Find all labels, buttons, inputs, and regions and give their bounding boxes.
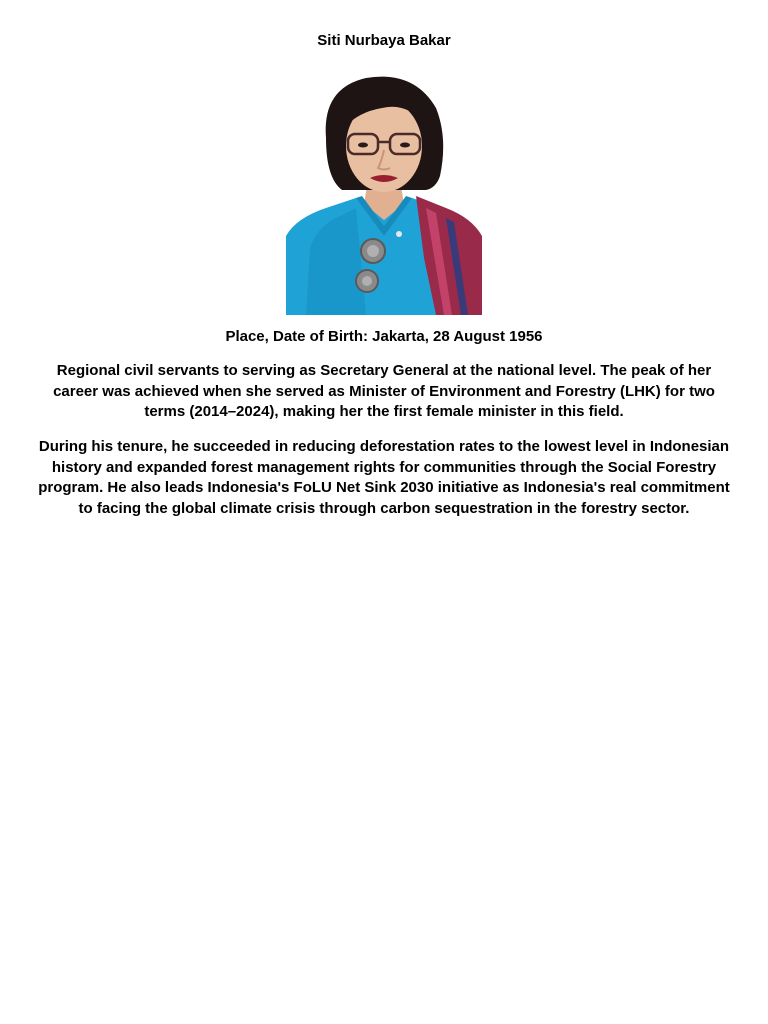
portrait-illustration: [286, 68, 482, 315]
person-name: Siti Nurbaya Bakar: [317, 32, 451, 49]
career-paragraph: Regional civil servants to serving as Secretary General at the national level. The peak of her career was achieved when she served as Minister of Environment and Forestry (LHK) for two terms (2014–2024), making her the first female minister in this field.: [53, 362, 715, 420]
birth-info: Place, Date of Birth: Jakarta, 28 August 1956: [225, 328, 543, 345]
tenure-paragraph: During his tenure, he succeeded in reducing deforestation rates to the lowest level in Indonesian history and expanded forest management rights for communities through the Social Forestry program. He also leads Indonesia's FoLU Net Sink 2030 initiative as Indonesia's real commitment to facing the global climate crisis through carbon sequestration in the forestry sector.: [38, 438, 730, 517]
portrait-photo: [286, 68, 482, 315]
